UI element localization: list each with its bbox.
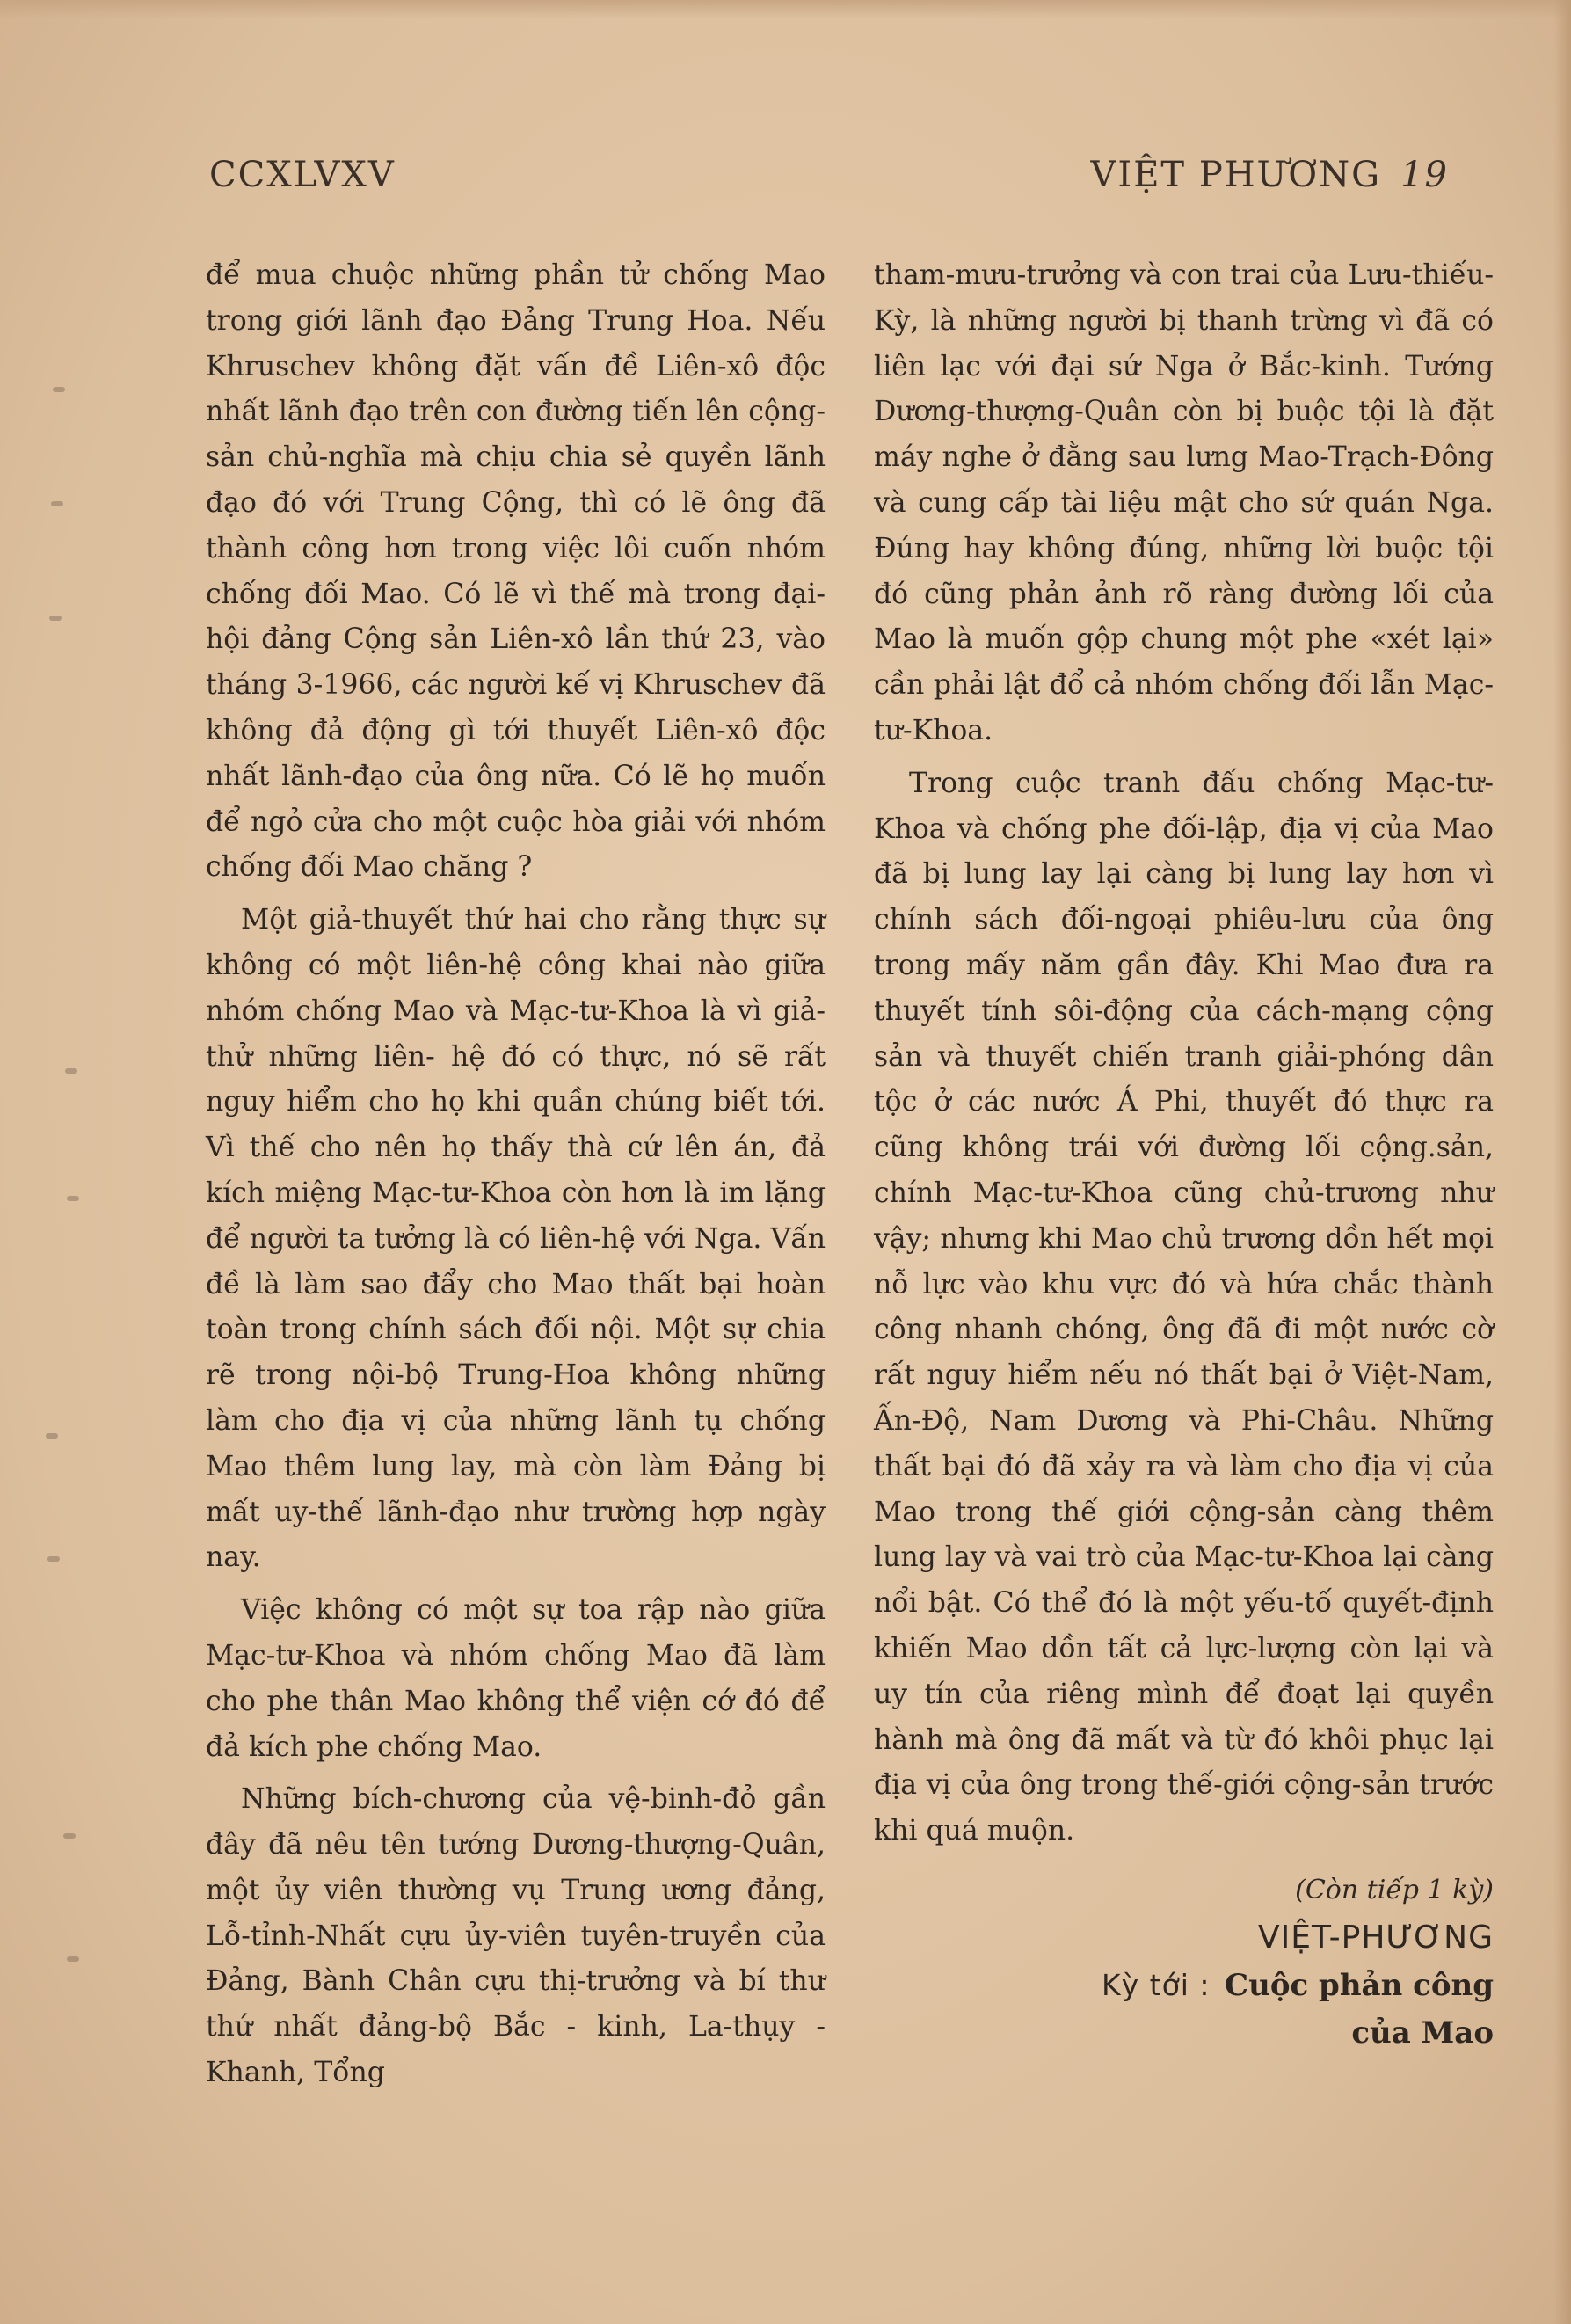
binding-hole-mark: [46, 1433, 58, 1439]
publication-title: VIỆT PHƯƠNG: [1090, 155, 1382, 195]
binding-hole-mark: [49, 616, 62, 621]
article-footer: [874, 1867, 1494, 2057]
next-issue-label: Kỳ tới :: [1101, 1967, 1211, 2002]
binding-hole-mark: [53, 387, 65, 392]
binding-hole-mark: [65, 1068, 77, 1074]
continued-note: (Còn tiếp 1 kỳ): [1295, 1874, 1494, 1905]
paragraph: tham-mưu-trưởng và con trai của Lưu-thiếu-Kỳ, là những người bị thanh trừng vì đã có liên lạc với đại sứ Nga ở Bắc-kinh. Tướng Dương-thượng-Quân còn bị buộc tội là đặt máy nghe ở đằng sau lưng Mao-Trạch-Đông và cung cấp tài liệu mật cho sứ quán Nga. Đúng hay không đúng, những lời buộc tội đó cũng phản ảnh rõ ràng đường lối của Mao là muốn gộp chung một phe «xét lại» cần phải lật đổ cả nhóm chống đối lẫn Mạc-tư-Khoa.: [874, 259, 1494, 747]
page-edge-shadow: [1553, 0, 1571, 2324]
binding-hole-mark: [67, 1196, 79, 1201]
binding-hole-mark: [67, 1956, 79, 1962]
next-issue-line: [874, 1962, 1494, 2009]
right-column: [874, 253, 1494, 2057]
paragraph: Một giả-thuyết thứ hai cho rằng thực sự không có một liên-hệ công khai nào giữa nhóm chống Mao và Mạc-tư-Khoa là vì giả-thử những liên- hệ đó có thực, nó sẽ rất nguy hiểm cho họ khi quần chúng biết tới. Vì thế cho nên họ thấy thà cứ lên án, đả kích miệng Mạc-tư-Khoa còn hơn là im lặng để người ta tưởng là có liên-hệ với Nga. Vấn đề là làm sao đẩy cho Mao thất bại hoàn toàn trong chính sách đối nội. Một sự chia rẽ trong nội-bộ Trung-Hoa không những làm cho địa vị của những lãnh tụ chống Mao thêm lung lay, mà còn làm Đảng bị mất uy-thế lãnh-đạo như trường hợp ngày nay.: [206, 904, 826, 1574]
page-edge-shadow: [0, 0, 1571, 19]
author-name: VIỆT-PHƯƠNG: [1257, 1919, 1494, 1956]
next-issue-title-cont: của Mao: [1351, 2014, 1494, 2051]
binding-hole-mark: [63, 1833, 76, 1839]
paragraph: để mua chuộc những phần tử chống Mao trong giới lãnh đạo Đảng Trung Hoa. Nếu Khruschev không đặt vấn đề Liên-xô độc nhất lãnh đạo trên con đường tiến lên cộng-sản chủ-nghĩa mà chịu chia sẻ quyền lãnh đạo đó với Trung Cộng, thì có lẽ ông đã thành công hơn trong việc lôi cuốn nhóm chống đối Mao. Có lẽ vì thế mà trong đại-hội đảng Cộng sản Liên-xô lần thứ 23, vào tháng 3-1966, các người kế vị Khruschev đã không đả động gì tới thuyết Liên-xô độc nhất lãnh-đạo của ông nữa. Có lẽ họ muốn để ngỏ cửa cho một cuộc hòa giải với nhóm chống đối Mao chăng ?: [206, 259, 826, 884]
paragraph: Việc không có một sự toa rập nào giữa Mạc-tư-Khoa và nhóm chống Mao đã làm cho phe thân Mao không thể viện cớ đó để đả kích phe chống Mao.: [206, 1594, 826, 1763]
page-number: 19: [1400, 155, 1449, 195]
left-column: [206, 253, 826, 2096]
binding-hole-mark: [47, 1556, 60, 1562]
paragraph: Trong cuộc tranh đấu chống Mạc-tư-Khoa và chống phe đối-lập, địa vị của Mao đã bị lung lay lại càng bị lung lay hơn vì chính sách đối-ngoại phiêu-lưu của ông trong mấy năm gần đây. Khi Mao đưa ra thuyết tính sôi-động của cách-mạng cộng sản và thuyết chiến tranh giải-phóng dân tộc ở các nước Á Phi, thuyết đó thực ra cũng không trái với đường lối cộng.sản, chính Mạc-tư-Khoa cũng chủ-trương như vậy; nhưng khi Mao chủ trương dồn hết mọi nỗ lực vào khu vực đó và hứa chắc thành công nhanh chóng, ông đã đi một nước cờ rất nguy hiểm nếu nó thất bại ở Việt-Nam, Ấn-Độ, Nam Dương và Phi-Châu. Những thất bại đó đã xảy ra và làm cho địa vị của Mao trong thế giới cộng-sản càng thêm lung lay và vai trò của Mạc-tư-Khoa lại càng nổi bật. Có thể đó là một yếu-tố quyết-định khiến Mao dồn tất cả lực-lượng còn lại và uy tín của riêng mình để đoạt lại quyền hành mà ông đã mất và từ đó khôi phục lại địa vị của ông trong thế-giới cộng-sản trước khi quá muộn.: [874, 767, 1494, 1847]
running-header: [209, 155, 1449, 208]
binding-hole-mark: [51, 501, 63, 506]
paragraph: Những bích-chương của vệ-binh-đỏ gần đây đã nêu tên tướng Dương-thượng-Quân, một ủy viên thường vụ Trung ương đảng, Lỗ-tỉnh-Nhất cựu ủy-viên tuyên-truyền của Đảng, Bành Chân cựu thị-trưởng và bí thư thứ nhất đảng-bộ Bắc - kinh, La-thụy - Khanh, Tổng: [206, 1783, 826, 2089]
issue-number: CCXLVXV: [209, 155, 396, 195]
header-right: [1091, 155, 1449, 195]
next-issue-title: Cuộc phản công: [1225, 1967, 1494, 2003]
